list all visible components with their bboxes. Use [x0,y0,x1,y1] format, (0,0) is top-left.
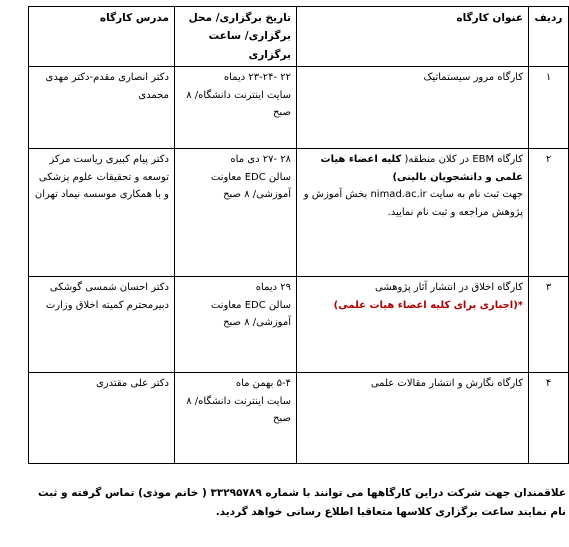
mandatory-note: *(اجباری برای کلیه اعضاء هیات علمی) [333,299,523,311]
workshop-title-cell [297,149,529,277]
instructor-cell [29,149,175,277]
workshop-title: کارگاه نگارش و انتشار مقالات علمی [370,378,523,390]
workshop-table [28,6,569,464]
header-workshop-title: عنوان کارگاه [297,7,529,67]
row-number: ۱ [545,72,552,84]
row-number: ۳ [545,282,552,294]
workshop-place: سایت اینترنت دانشگاه/ ۸ صبح [186,89,291,119]
table-row [29,67,569,149]
workshop-audience: کلیه اعضاء هیات علمی و دانشجویان بالینی) [320,154,523,183]
workshop-date: ۲۲ -۲۳-۲۴ دیماه [223,72,291,84]
instructor-name: دکتر انصاری مقدم-دکتر مهدی محمدی [45,72,169,101]
header-instructor: مدرس کارگاه [29,7,175,67]
table-row [29,373,569,464]
workshop-title-cell [297,373,529,464]
row-number: ۴ [545,378,552,390]
workshop-place: سالن EDC معاونت آموزشی/ ۸ صبح [210,171,291,201]
header-date-place-time: تاریخ برگزاری/ محل برگزاری/ ساعت برگزاری [175,7,297,67]
row-number: ۲ [545,154,552,166]
workshop-title: کارگاه مرور سیستماتیک [423,72,523,84]
registration-footer-note: علاقمندان جهت شرکت دراین کارگاهها می توانند با شماره ۳۳۲۹۵۷۸۹ ( خانم موذی) تماس گرفته و ثبت نام نمایند ساعت برگزاری کلاسها متعاقبا اطلاع رسانی خواهد گردید. [38,487,566,519]
workshop-title-cell [297,277,529,373]
header-row-number: ردیف [529,7,569,67]
instructor-cell [29,277,175,373]
table-header-row [29,7,569,67]
instructor-name: دکتر احسان شمسی گوشکی دبیرمحترم کمیته اخلاق وزارت [45,282,169,311]
date-place-cell [175,277,297,373]
table-row [29,149,569,277]
workshop-date: ۲۹ دیماه [255,282,291,294]
workshop-place: سایت اینترنت دانشگاه/ ۸ صبح [186,395,291,425]
workshop-title-cell [297,67,529,149]
instructor-name: دکتر پیام کبیری ریاست مرکز توسعه و تحقیقات علوم پزشکی و با همکاری موسسه نیماد تهران [34,154,169,201]
workshop-title: کارگاه EBM در کلان منطقه( [404,154,523,166]
workshop-title: کارگاه اخلاق در انتشار آثار پژوهشی [374,282,523,294]
date-place-cell [175,67,297,149]
registration-note: جهت ثبت نام به سایت nimad.ac.ir بخش آموزش و پژوهش مراجعه و ثبت نام نمایید. [303,189,523,218]
workshop-date: ۲۸ -۲۷ دی ماه [230,154,291,166]
date-place-cell [175,373,297,464]
table-row [29,277,569,373]
date-place-cell [175,149,297,277]
workshop-date: ۵-۴ بهمن ماه [235,378,291,390]
instructor-cell [29,373,175,464]
instructor-name: دکتر علی مقتدری [95,378,169,390]
instructor-cell [29,67,175,149]
workshop-place: سالن EDC معاونت آموزشی/ ۸ صبح [210,299,291,329]
